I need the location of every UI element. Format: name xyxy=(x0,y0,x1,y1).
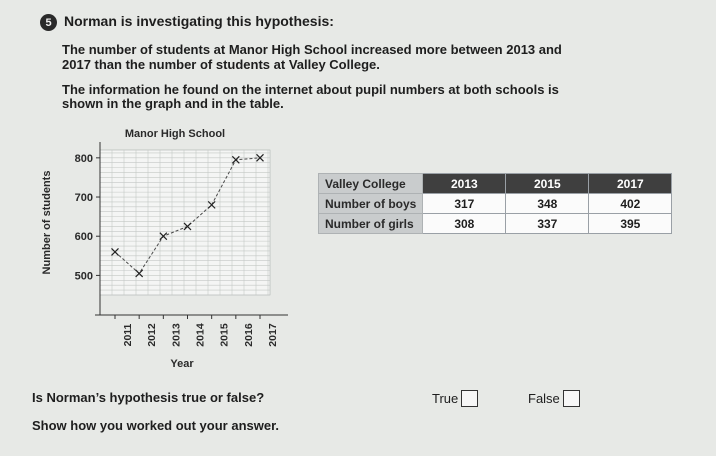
table-row xyxy=(319,214,672,234)
true-option xyxy=(432,390,478,407)
true-checkbox[interactable] xyxy=(461,390,478,407)
x-axis-label: Year xyxy=(170,358,194,370)
x-tick-label: 2014 xyxy=(194,323,207,347)
hypothesis-question: Is Norman’s hypothesis true or false? xyxy=(32,390,265,405)
false-option xyxy=(528,390,580,407)
table-header-cell: 2013 xyxy=(423,174,506,194)
table-cell: 348 xyxy=(506,194,589,214)
table-header-cell: 2015 xyxy=(506,174,589,194)
y-tick-label: 800 xyxy=(74,152,93,165)
table-header-cell: Valley College xyxy=(319,174,423,194)
show-work-text: Show how you worked out your answer. xyxy=(32,418,280,433)
x-tick-label: 2012 xyxy=(146,323,159,347)
table-cell: 337 xyxy=(506,214,589,234)
x-tick-label: 2013 xyxy=(170,323,183,347)
table-row xyxy=(319,194,672,214)
hypothesis-text: The number of students at Manor High School increased more between 2013 and 2017 than the number of students at Valley College. xyxy=(62,42,562,72)
table-header-row xyxy=(319,174,672,194)
x-tick-label: 2016 xyxy=(242,323,255,347)
y-tick-label: 600 xyxy=(74,231,93,244)
false-label: False xyxy=(528,391,560,406)
true-label: True xyxy=(432,391,459,406)
x-tick-label: 2017 xyxy=(267,323,279,347)
manor-high-chart xyxy=(30,120,300,375)
y-axis-label: Number of students xyxy=(41,170,53,275)
false-checkbox[interactable] xyxy=(563,390,580,407)
table-cell: 402 xyxy=(589,194,672,214)
line-chart-svg xyxy=(30,120,300,375)
table-cell: 308 xyxy=(423,214,506,234)
plot-area xyxy=(100,150,270,295)
row-label: Number of girls xyxy=(319,214,423,234)
y-tick-label: 700 xyxy=(74,192,93,205)
question-number-badge: 5 xyxy=(40,14,57,31)
chart-title: Manor High School xyxy=(124,128,226,140)
table-header-cell: 2017 xyxy=(589,174,672,194)
table-cell: 317 xyxy=(423,194,506,214)
question-title: Norman is investigating this hypothesis: xyxy=(64,13,334,29)
row-label: Number of boys xyxy=(319,194,423,214)
info-text: The information he found on the internet about pupil numbers at both schools is shown in the graph and in the table. xyxy=(62,82,559,111)
table-cell: 395 xyxy=(589,214,672,234)
x-tick-label: 2011 xyxy=(122,323,134,347)
y-tick-label: 500 xyxy=(74,270,93,283)
valley-college-table xyxy=(318,173,672,234)
x-tick-label: 2015 xyxy=(218,323,231,347)
